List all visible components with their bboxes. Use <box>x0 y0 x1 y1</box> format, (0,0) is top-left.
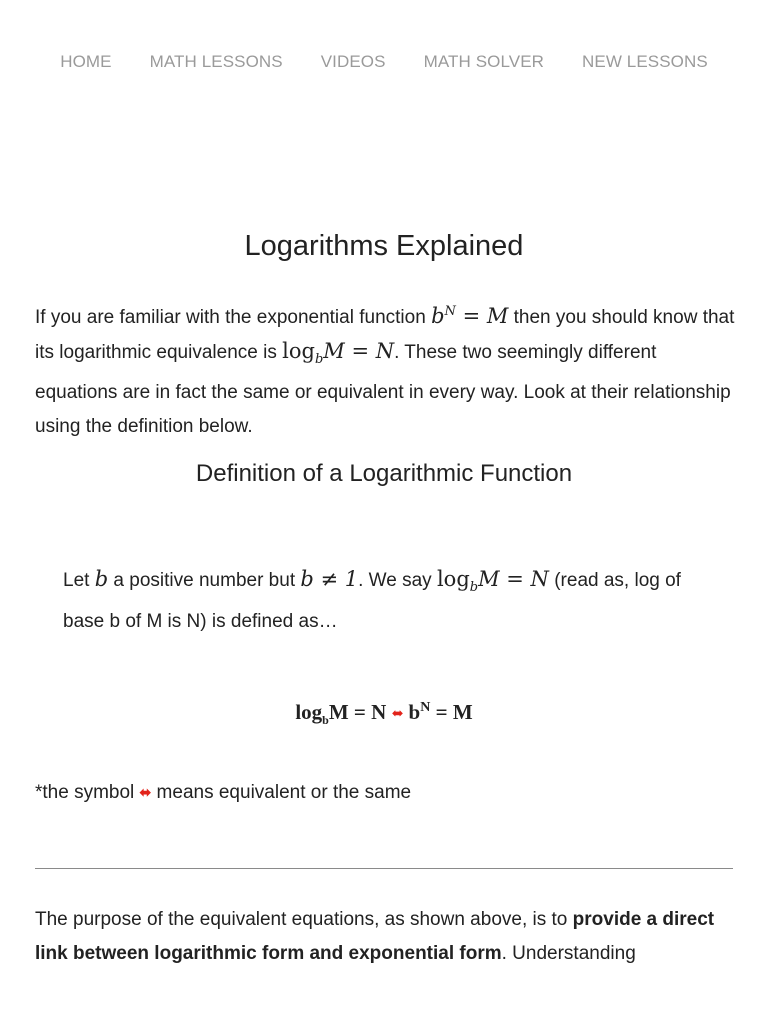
double-arrow-icon: ⬌ <box>391 707 404 722</box>
double-arrow-icon: ⬌ <box>139 784 152 800</box>
symbol-note: *the symbol ⬌ means equivalent or the same <box>35 782 412 803</box>
math-log-def: $\log_bM = N$ <box>436 567 549 596</box>
equivalence-formula: $\log_bM = N$ ⬌ $b^N = M$ <box>295 700 473 728</box>
purpose-paragraph: The purpose of the equivalent equations, as shown above, is to provide a direct link between logarithmic form and exponential form. Understanding <box>35 909 715 964</box>
intro-text-2: then you should know that its logarithmic equivalence is <box>35 307 735 363</box>
nav-new-lessons-link[interactable]: NEW LESSONS <box>582 52 708 71</box>
nav-math-lessons-link[interactable]: MATH LESSONS <box>149 52 283 71</box>
intro-paragraph <box>35 295 735 443</box>
logarithmic-equation: $\log_bM = N$ <box>282 338 395 367</box>
intro-text-3: . These two seemingly different equations are in fact the same or equivalent in every way. Look at their relationship using the definition below. <box>35 341 731 437</box>
math-b: b <box>94 567 109 591</box>
math-b-not-one: b ≠ 1 <box>300 567 359 591</box>
section-heading: Definition of a Logarithmic Function <box>195 460 573 487</box>
purpose-bold-text: provide a direct link between logarithmic form and exponential form <box>35 909 715 964</box>
page-title: Logarithms Explained <box>244 230 524 262</box>
exponential-equation: $b^N = M$ <box>431 304 509 328</box>
nav-videos-link[interactable]: VIDEOS <box>320 52 386 71</box>
definition-paragraph: Let b a positive number but b ≠ 1. We say $\log_bM = N$ (read as, log of base b of M is N) is defined as… <box>63 567 681 633</box>
nav-home-link[interactable]: HOME <box>60 52 112 71</box>
nav-math-solver-link[interactable]: MATH SOLVER <box>423 52 545 71</box>
divider <box>35 868 733 869</box>
intro-text-1: If you are familiar with the exponential function <box>35 307 432 328</box>
top-nav <box>0 52 768 72</box>
